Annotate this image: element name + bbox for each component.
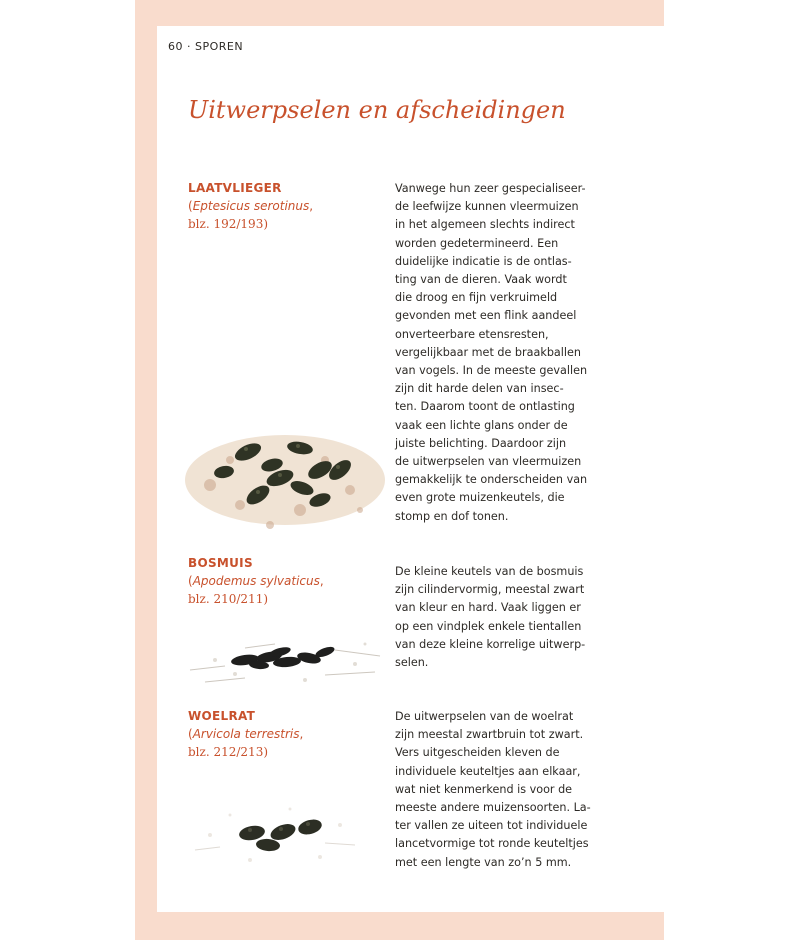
species-heading-bosmuis bbox=[188, 555, 388, 608]
description-laatvlieger: Vanwege hun zeer gespecialiseer- de leefwijze kunnen vleermuizen in het algemeen slechts indirect worden gedetermineerd. Een duidelijke indicatie is de ontlas- ting van de dieren. Vaak wordt die droog en fijn verkruimeld gevonden met een flink aandeel onverteerbare etensresten, vergelijkbaar met de braakballen van vogels. In de meeste gevallen zijn dit harde delen van insec- ten. Daarom toont de ontlasting vaak een lichte glans onder de juiste belichting. Daardoor zijn de uitwerpselen van vleermuizen gemakkelijk te onderscheiden van even grote muizenkeutels, die stomp en dof tonen. bbox=[395, 182, 588, 523]
species-heading-woelrat bbox=[188, 708, 388, 761]
species-name: WOELRAT bbox=[188, 709, 256, 723]
running-head: 60 · SPOREN bbox=[168, 40, 244, 53]
description-bosmuis: De kleine keutels van de bosmuis zijn cilindervormig, meestal zwart van kleur en hard. Vaak liggen er op een vindplek enkele tientallen van deze kleine korrelige uitwerp- selen. bbox=[395, 565, 586, 670]
species-page-reference: blz. 192/193) bbox=[188, 217, 269, 231]
description-woelrat: De uitwerpselen van de woelrat zijn meestal zwartbruin tot zwart. Vers uitgescheiden kleven de individuele keuteltjes aan elkaar, wat niet kenmerkend is voor de meeste andere muizensoorten. La- ter vallen ze uiteen tot individuele lancetvormige tot ronde keuteltjes met een lengte van zo’n 5 mm. bbox=[395, 710, 591, 869]
species-latin: (Apodemus sylvaticus, bbox=[188, 574, 324, 588]
species-name: BOSMUIS bbox=[188, 556, 253, 570]
species-page-reference: blz. 210/211) bbox=[188, 592, 269, 606]
laatvlieger-droppings-illustration bbox=[170, 400, 390, 550]
bosmuis-droppings-illustration bbox=[185, 630, 385, 690]
species-name: LAATVLIEGER bbox=[188, 181, 282, 195]
species-heading-laatvlieger bbox=[188, 180, 388, 233]
page-title: Uitwerpselen en afscheidingen bbox=[188, 96, 566, 124]
species-latin: (Eptesicus serotinus, bbox=[188, 199, 314, 213]
species-latin: (Arvicola terrestris, bbox=[188, 727, 304, 741]
woelrat-droppings-illustration bbox=[190, 795, 360, 875]
species-page-reference: blz. 212/213) bbox=[188, 745, 269, 759]
